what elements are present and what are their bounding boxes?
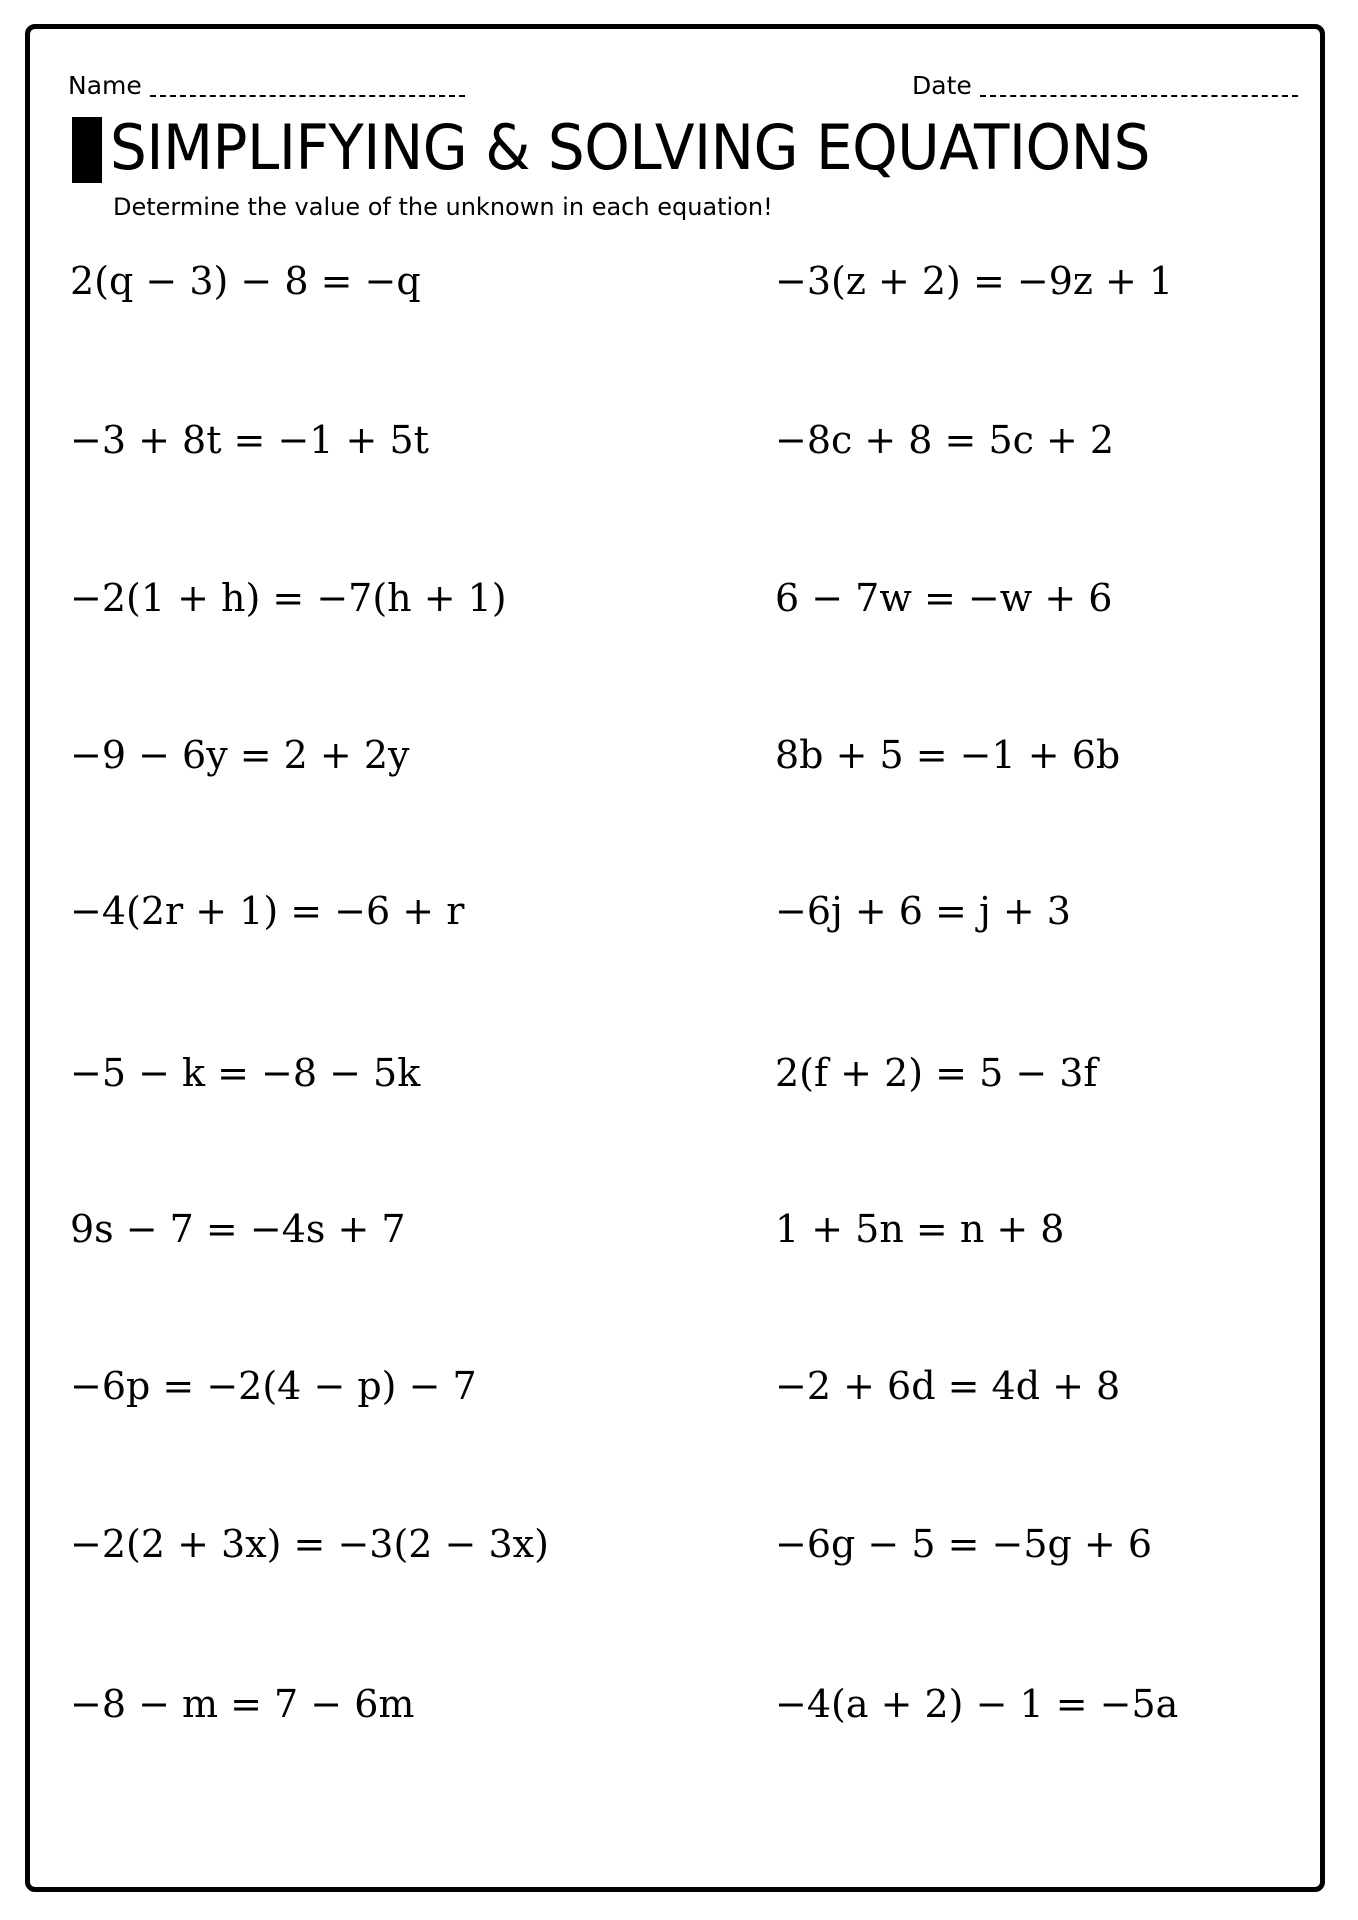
page-title: SIMPLIFYING & SOLVING EQUATIONS [110, 111, 1150, 184]
equation-7-left: 9s − 7 = −4s + 7 [70, 1207, 406, 1251]
equation-10-left: −8 − m = 7 − 6m [70, 1682, 415, 1726]
equation-5-right: −6j + 6 = j + 3 [775, 889, 1071, 933]
equation-9-left: −2(2 + 3x) = −3(2 − 3x) [70, 1522, 549, 1566]
equation-2-right: −8c + 8 = 5c + 2 [775, 418, 1115, 462]
worksheet-border [25, 24, 1325, 1892]
equation-1-right: −3(z + 2) = −9z + 1 [775, 259, 1174, 303]
equation-3-left: −2(1 + h) = −7(h + 1) [70, 576, 507, 620]
equation-3-right: 6 − 7w = −w + 6 [775, 576, 1113, 620]
equation-2-left: −3 + 8t = −1 + 5t [70, 418, 429, 462]
equation-6-left: −5 − k = −8 − 5k [70, 1051, 421, 1095]
name-blank-line[interactable] [150, 95, 465, 97]
equation-1-left: 2(q − 3) − 8 = −q [70, 259, 421, 303]
date-field[interactable] [912, 68, 1298, 98]
equation-7-right: 1 + 5n = n + 8 [775, 1207, 1065, 1251]
equation-8-right: −2 + 6d = 4d + 8 [775, 1364, 1121, 1408]
equation-4-right: 8b + 5 = −1 + 6b [775, 733, 1121, 777]
instructions: Determine the value of the unknown in each equation! [113, 193, 773, 221]
equation-4-left: −9 − 6y = 2 + 2y [70, 733, 410, 777]
name-field[interactable] [68, 68, 465, 98]
title-bar-marker [72, 117, 102, 183]
equation-9-right: −6g − 5 = −5g + 6 [775, 1522, 1153, 1566]
date-label: Date [912, 71, 972, 100]
equation-10-right: −4(a + 2) − 1 = −5a [775, 1682, 1179, 1726]
equation-5-left: −4(2r + 1) = −6 + r [70, 889, 465, 933]
equation-6-right: 2(f + 2) = 5 − 3f [775, 1051, 1098, 1095]
equation-8-left: −6p = −2(4 − p) − 7 [70, 1364, 477, 1408]
name-label: Name [68, 71, 142, 100]
date-blank-line[interactable] [980, 95, 1298, 97]
